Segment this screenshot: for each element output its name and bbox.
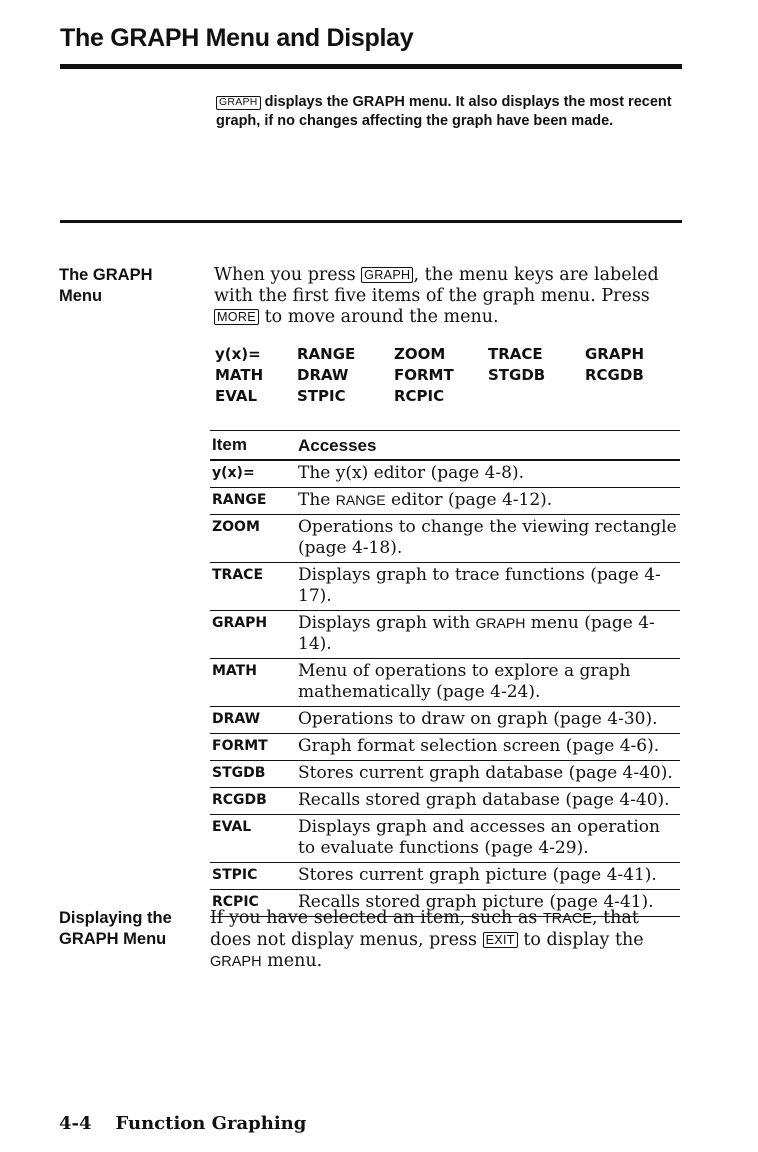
table-row <box>210 461 680 488</box>
table-row <box>210 707 680 734</box>
item-name: GRAPH <box>212 615 268 631</box>
more-key-label: MORE <box>214 309 259 325</box>
graph-menu-paragraph <box>214 265 684 328</box>
item-access: Recalls stored graph picture (page 4-41). <box>298 892 654 912</box>
item-name: EVAL <box>212 819 252 835</box>
displaying-graph-menu-paragraph <box>210 908 680 973</box>
menu-row <box>215 366 685 387</box>
heading-line-2: GRAPH Menu <box>59 930 167 948</box>
graph-menu-heading <box>59 265 153 307</box>
item-access: Operations to change the viewing rectangle (page 4-18). <box>298 517 677 558</box>
access-text: The <box>298 490 331 510</box>
access-caps: GRAPH <box>475 615 526 631</box>
menu-item: y(x)= <box>215 345 261 363</box>
table-header <box>210 431 680 461</box>
item-name: FORMT <box>212 738 268 754</box>
accesses-column-header: Accesses <box>298 435 377 455</box>
item-access: Stores current graph database (page 4-40). <box>298 763 673 783</box>
item-access <box>298 490 680 511</box>
para-caps: TRACE <box>542 911 592 927</box>
item-name: RANGE <box>212 492 267 508</box>
item-access: Recalls stored graph database (page 4-40). <box>298 790 670 810</box>
table-row <box>210 863 680 890</box>
item-access: Menu of operations to explore a graph mathematically (page 4-24). <box>298 661 631 702</box>
item-access <box>298 613 680 655</box>
item-access: Displays graph and accesses an operation to evaluate functions (page 4-29). <box>298 817 660 858</box>
menu-item: RCGDB <box>585 366 644 384</box>
table-row <box>210 659 680 707</box>
intro-description: displays the GRAPH menu. It also displays the most recent graph, if no changes affecting the graph have been made. <box>216 94 672 129</box>
table-row <box>210 488 680 515</box>
item-name: MATH <box>212 663 257 679</box>
access-caps: RANGE <box>335 492 386 508</box>
menu-row <box>215 345 685 366</box>
item-column-header: Item <box>212 435 247 454</box>
title-rule <box>60 64 682 69</box>
menu-item: RCPIC <box>394 387 445 405</box>
menu-item: GRAPH <box>585 345 645 363</box>
item-name: STPIC <box>212 867 258 883</box>
graph-key-label: GRAPH <box>361 267 413 283</box>
page-number: 4-4 <box>59 1113 92 1134</box>
table-row <box>210 515 680 563</box>
item-name: RCGDB <box>212 792 267 808</box>
displaying-graph-menu-heading <box>59 908 172 950</box>
item-access: The y(x) editor (page 4-8). <box>298 463 524 483</box>
menu-row <box>215 387 685 408</box>
exit-key-label: EXIT <box>483 932 518 948</box>
para-text: menu. <box>267 951 323 971</box>
table-row <box>210 611 680 659</box>
menu-item: TRACE <box>488 345 543 363</box>
para-text: to display the <box>523 930 644 950</box>
item-name: DRAW <box>212 711 261 727</box>
table-row <box>210 734 680 761</box>
item-name: y(x)= <box>212 465 255 481</box>
heading-line-2: Menu <box>59 287 103 305</box>
item-name: ZOOM <box>212 519 260 535</box>
menu-item: RANGE <box>297 345 356 363</box>
graph-menu-grid <box>215 345 685 408</box>
table-row <box>210 815 680 863</box>
intro-text <box>216 93 686 131</box>
item-access: Stores current graph picture (page 4-41). <box>298 865 657 885</box>
menu-item: STPIC <box>297 387 346 405</box>
access-text: editor (page 4-12). <box>390 490 553 510</box>
item-name: STGDB <box>212 765 266 781</box>
menu-item: EVAL <box>215 387 258 405</box>
para-text: , the menu keys are labeled with the first five items of the graph menu. Press <box>214 265 659 306</box>
item-access: Displays graph to trace functions (page 4-17). <box>298 565 661 606</box>
para-text: When you press <box>214 265 356 285</box>
heading-line-1: Displaying the <box>59 909 172 927</box>
item-access: Graph format selection screen (page 4-6). <box>298 736 660 756</box>
menu-item: MATH <box>215 366 264 384</box>
menu-items-table <box>210 430 680 917</box>
para-text: If you have selected an item, such as <box>210 908 538 928</box>
menu-item: STGDB <box>488 366 546 384</box>
item-name: TRACE <box>212 567 264 583</box>
para-text: to move around the menu. <box>264 307 499 327</box>
item-name: RCPIC <box>212 894 259 910</box>
para-caps: GRAPH <box>210 954 262 970</box>
heading-line-1: The GRAPH <box>59 266 153 284</box>
section-rule <box>60 220 682 223</box>
table-row <box>210 788 680 815</box>
menu-item: DRAW <box>297 366 349 384</box>
menu-item: ZOOM <box>394 345 446 363</box>
para-text: , that does not display menus, press <box>210 908 639 950</box>
item-access: Operations to draw on graph (page 4-30). <box>298 709 658 729</box>
graph-key-label: GRAPH <box>216 96 261 110</box>
page-footer <box>59 1113 306 1134</box>
table-row <box>210 563 680 611</box>
table-row <box>210 761 680 788</box>
access-text: menu (page 4-14). <box>298 613 655 654</box>
access-text: Displays graph with <box>298 613 471 633</box>
section-name: Function Graphing <box>115 1113 307 1134</box>
page-title: The GRAPH Menu and Display <box>60 24 414 52</box>
menu-item: FORMT <box>394 366 454 384</box>
